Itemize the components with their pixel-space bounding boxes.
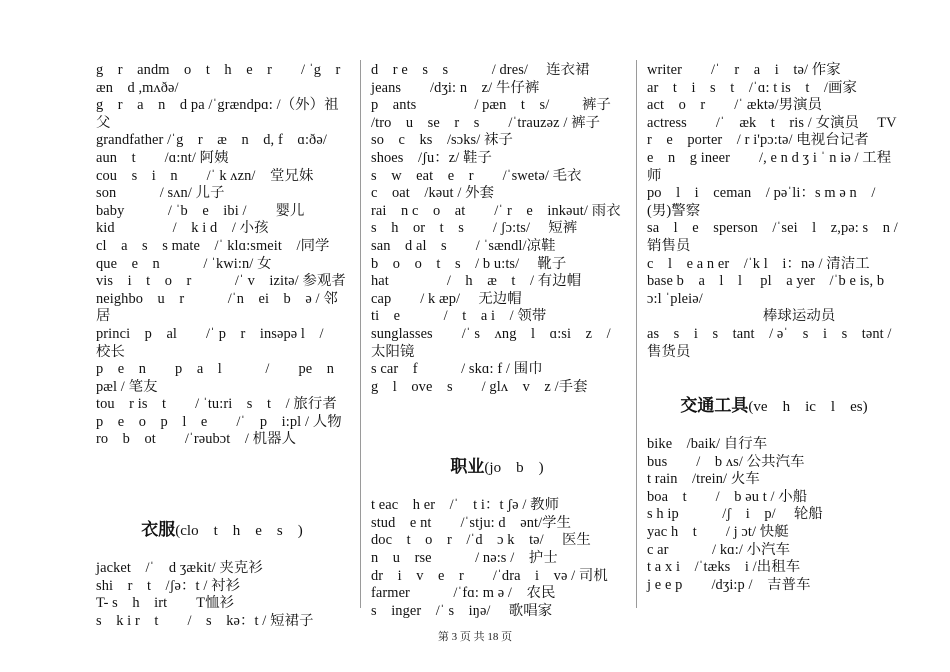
- vocab-entry: t a x i /ˈtæks i /出租车: [647, 559, 801, 576]
- vocab-entry: san d al s / ˈsændl/凉鞋: [371, 237, 556, 254]
- vocab-entry: sa l e sperson /ˈsei l z,pə: s n / 销售员: [647, 220, 898, 254]
- vocab-entry: aun t /ɑ:nt/ 阿姨: [96, 149, 229, 166]
- column-3: [647, 62, 901, 594]
- vocab-entry: as s i s tant / əˈ s i s tənt / 售货员: [647, 325, 892, 360]
- vocab-entry: doc t o r /ˈd ɔ k tə/ 医生: [371, 532, 591, 549]
- section-heading-text: 衣服: [141, 520, 176, 541]
- vocab-entry: ti e / t a i / 领带: [371, 308, 547, 325]
- vocab-entry: cl a s s mate /ˈ klɑ:smeit /同学: [96, 237, 330, 254]
- vocab-entry: dr i v e r /ˈdra i və / 司机: [371, 567, 608, 584]
- vocab-entry: neighbo u r /ˈn ei b ə / 邻居: [96, 290, 338, 325]
- vocab-entry: shi r t /ʃə：t / 衬衫: [96, 577, 241, 594]
- vocab-entry: s h ip /ʃ i p/ 轮船: [647, 506, 823, 523]
- vocab-entry: po l i ceman / pəˈli：s m ə n / (男)警察: [647, 185, 876, 219]
- vocab-entry: princi p al /ˈ p r insəpə l / 校长: [96, 325, 339, 360]
- column-1: [96, 62, 355, 630]
- column-2: [371, 62, 623, 620]
- column-divider-right: [636, 60, 637, 608]
- page-footer: 第 3 页 共 18 页: [437, 631, 513, 643]
- vocab-entry: g r andm o t h e r / ˈg r æn d ,mʌðə/: [96, 62, 355, 96]
- vocab-entry: writer /ˈ r a i tə/ 作家: [647, 62, 841, 78]
- vocab-entry: hat / h æ t / 有边帽: [371, 273, 582, 290]
- vocab-entry: boa t / b əu t / 小船: [647, 488, 808, 505]
- vocab-entry: T- s h irt T恤衫: [96, 595, 235, 612]
- vocab-entry: jeans /dʒi: n z/ 牛仔裤: [371, 79, 540, 96]
- vocab-entry: s w eat e r /ˈswetə/ 毛衣: [371, 167, 582, 184]
- section-heading-english: (ve h ic l es): [748, 399, 868, 416]
- vocab-entry: farmer /ˈfɑ: m ə / 农民: [371, 585, 556, 602]
- vocab-entry: shoes /ʃu：z/ 鞋子: [371, 149, 493, 166]
- vocab-entry: t rain /trein/ 火车: [647, 471, 760, 488]
- vocab-entry: s car f / skɑ: f / 围巾: [371, 361, 543, 378]
- vocab-entry: s h or t s / ʃɔ:ts/ 短裤: [371, 220, 578, 237]
- vocab-entry: base b a l l pl a yer /ˈb e is, b ɔ:l ˈpleiə/: [647, 273, 885, 307]
- column-divider-left: [360, 60, 361, 608]
- vocab-entry: g r a n d pa /ˈgrændpɑ: /（外）祖父: [96, 97, 339, 131]
- vocab-entry: bike /baik/ 自行车: [647, 436, 768, 453]
- vocab-entry: bus / b ʌs/ 公共汽车: [647, 453, 805, 470]
- vocab-entry: sunglasses /ˈ s ʌng l ɑ:si z / 太阳镜: [371, 325, 611, 360]
- section-heading-english: (clo t h e s ): [175, 523, 303, 540]
- vocab-entry: g l ove s / glʌ v z /手套: [371, 378, 588, 395]
- section-heading-text: 交通工具: [680, 396, 749, 417]
- section-heading-clothes: [96, 519, 348, 542]
- vocab-entry: baby / ˈb e ibi / 婴儿: [96, 202, 305, 219]
- vocab-entry: n u rse / nə:s / 护士: [371, 550, 558, 567]
- section-heading-text: 职业: [450, 457, 485, 478]
- vocab-entry: j e e p /dʒi:p / 吉普车: [647, 576, 811, 593]
- vocab-entry: jacket /ˈ d ʒækit/ 夹克衫: [96, 560, 263, 577]
- vocab-entry: c oat /kəut / 外套: [371, 185, 495, 202]
- vocab-entry: actress /ˈ æk t ris / 女演员 TV: [647, 114, 897, 131]
- vocab-entry: act o r /ˈ æktə/男演员: [647, 97, 823, 114]
- vocab-entry: p e n p a l / pe n pæl / 笔友: [96, 361, 349, 395]
- vocab-entry: stud e nt /ˈstju: d ənt/学生: [371, 514, 572, 531]
- vocab-entry: grandfather /ˈg r æ n d, f ɑ:ðə/: [96, 132, 327, 149]
- vocab-entry: vis i t o r /ˈ v izitə/ 参观者: [96, 273, 346, 290]
- vocab-entry: r e porter / r i'pɔ:tə/ 电视台记者: [647, 132, 869, 149]
- vocab-entry: tou r is t / ˈtu:ri s t / 旅行者: [96, 396, 337, 413]
- vocab-entry: so c ks /sɔks/ 袜子: [371, 132, 514, 149]
- vocab-entry: c ar / kɑ:/ 小汽车: [647, 541, 791, 558]
- vocab-entry: e n g ineer /, e n d ʒ i ˈ n iə / 工程师: [647, 149, 892, 184]
- vocab-entry: son / sʌn/ 儿子: [96, 185, 225, 202]
- vocab-entry: p e o p l e /ˈ p i:pl / 人物: [96, 413, 342, 430]
- vocab-entry: cap / k æp/ 无边帽: [371, 290, 522, 307]
- vocab-entry: 棒球运动员: [647, 308, 836, 325]
- vocab-entry: t eac h er /ˈ t i：t ʃə / 教师: [371, 497, 560, 514]
- vocab-entry: yac h t / j ɔt/ 快艇: [647, 524, 789, 541]
- vocab-entry: que e n / ˈkwi:n/ 女: [96, 255, 272, 272]
- vocab-entry: p ants / pæn t s/ 裤子: [371, 97, 611, 114]
- section-heading-jobs: [371, 456, 623, 479]
- vocab-entry: /tro u se r s /ˈtrauzəz / 裤子: [371, 114, 601, 131]
- vocab-entry: cou s i n /ˈ k ʌzn/ 堂兄妹: [96, 167, 314, 184]
- vocab-entry: ro b ot /ˈrəubɔt / 机器人: [96, 431, 297, 448]
- section-heading-vehicles: [647, 395, 901, 418]
- vocab-entry: s inger /ˈ s iŋə/ 歌唱家: [371, 602, 553, 619]
- vocab-entry: rai n c o at /ˈ r e inkəut/ 雨衣: [371, 202, 621, 219]
- section-heading-english: (jo b ): [484, 460, 544, 477]
- vocab-entry: s k i r t / s kə：t / 短裙子: [96, 612, 314, 629]
- vocab-entry: b o o t s / b u:ts/ 靴子: [371, 255, 567, 272]
- vocab-entry: d r e s s / dres/ 连衣裙: [371, 62, 590, 78]
- vocab-entry: c l e a n er /ˈk l i：nə / 清洁工: [647, 255, 870, 272]
- vocab-entry: kid / k i d / 小孩: [96, 220, 269, 237]
- vocab-entry: ar t i s t /ˈɑ: t is t /画家: [647, 79, 857, 96]
